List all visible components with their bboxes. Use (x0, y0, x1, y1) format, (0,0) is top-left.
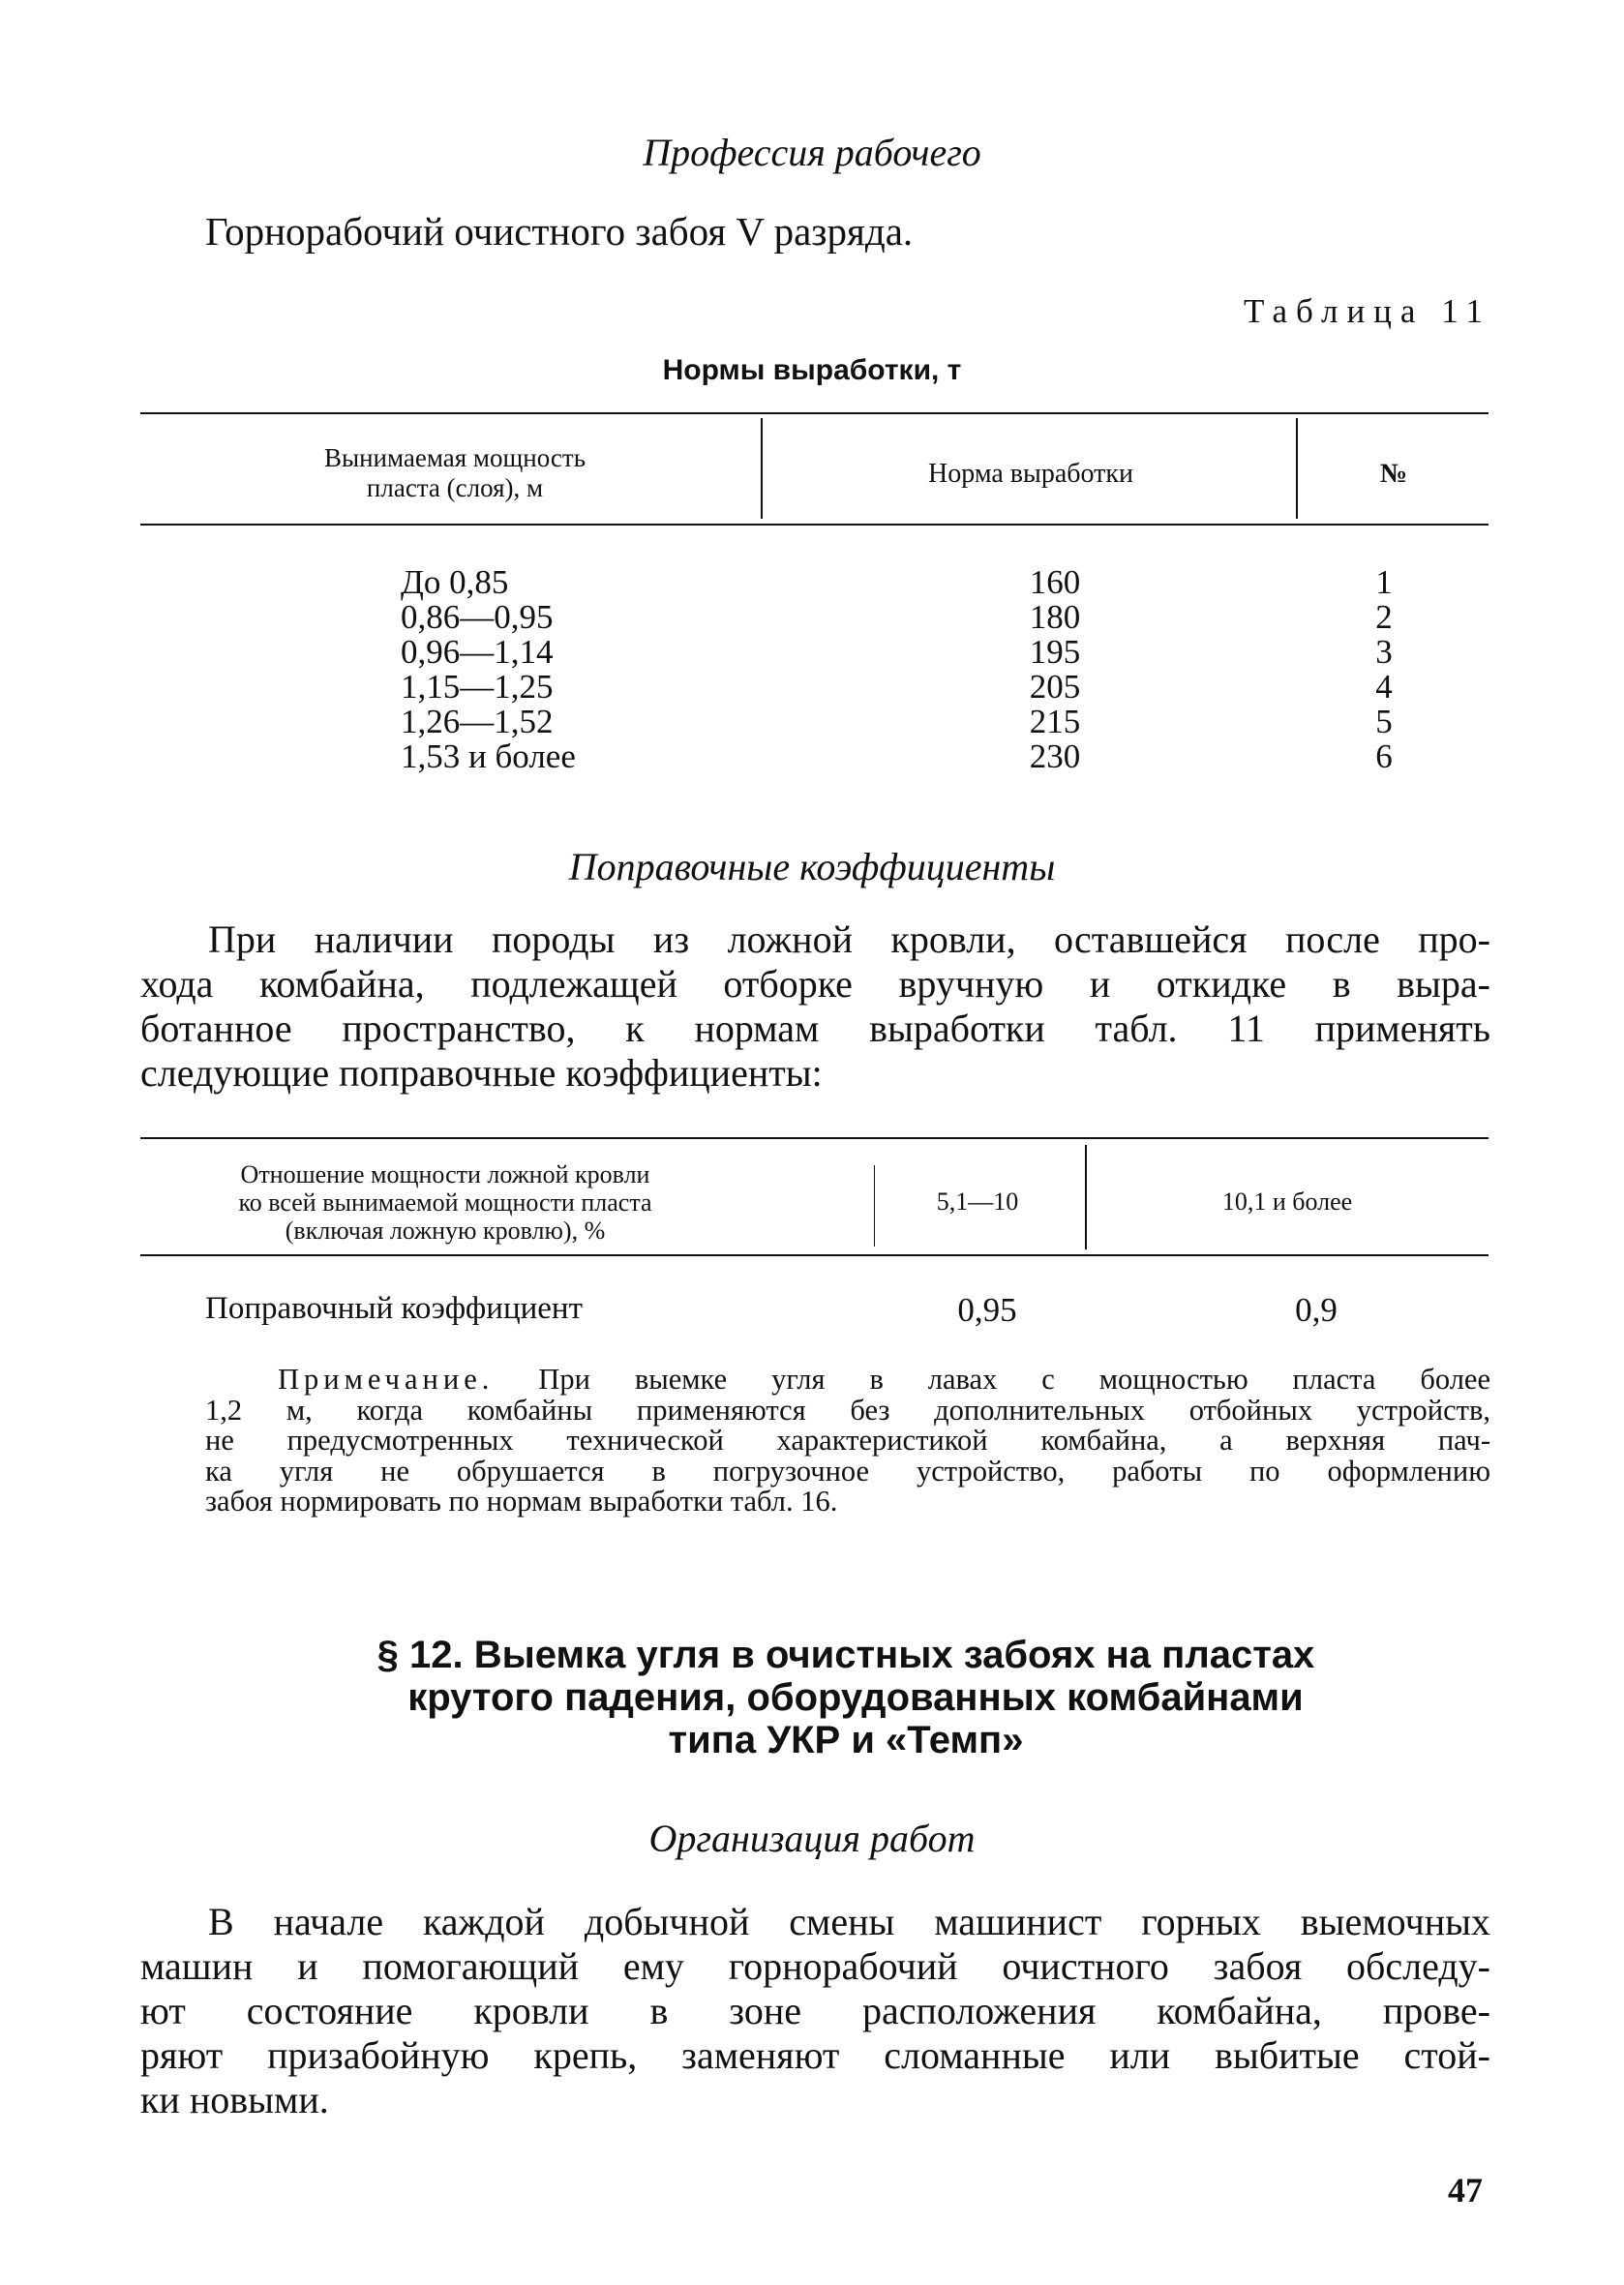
table-label: Таблица 11 (1244, 292, 1491, 330)
table-row: 0,86—0,95 (401, 598, 554, 636)
coef-col-header-1: 5,1—10 (936, 1188, 1019, 1216)
col-header-no: № (1379, 459, 1408, 489)
table-row: 0,96—1,14 (401, 633, 554, 671)
coef-value-1: 0,95 (957, 1291, 1017, 1329)
table-cell: 6 (1375, 737, 1393, 775)
table-cell: 230 (1029, 737, 1081, 775)
coef-table-top-rule (140, 1137, 1489, 1139)
table-cell: 205 (1029, 668, 1081, 706)
table-col-divider (1296, 418, 1298, 519)
table-cell: 180 (1029, 598, 1081, 636)
table-top-rule (140, 412, 1489, 414)
table-cell: 4 (1375, 668, 1393, 706)
table-row: 1,26—1,52 (401, 703, 554, 740)
table-header-rule (140, 524, 1489, 526)
col-header-norm: Норма выработки (928, 459, 1133, 489)
coef-table-col-divider (874, 1165, 875, 1247)
table-cell: 215 (1029, 703, 1081, 740)
worker-section-heading: Профессия рабочего (643, 131, 981, 174)
coef-heading: Поправочные коэффициенты (568, 845, 1056, 888)
note-label: Примечание. (278, 1363, 495, 1396)
table-cell: 160 (1029, 563, 1081, 601)
table-caption: Нормы выработки, т (662, 354, 962, 386)
coef-value-2: 0,9 (1295, 1291, 1338, 1329)
org-heading: Организация работ (648, 1817, 976, 1860)
table-cell: 2 (1375, 598, 1393, 636)
col-no (1355, 565, 1413, 774)
table-row: До 0,85 (401, 563, 509, 601)
coef-table-header-rule (140, 1254, 1489, 1256)
table-cell: 195 (1029, 633, 1081, 671)
table-cell: 1 (1375, 563, 1393, 601)
table-cell: 5 (1375, 703, 1393, 740)
note: Примечание. При выемке угля в лавах с мощностью пласта более 1,2 м, когда комбайны применяются без дополнительных отбойных устройств, не предусмотренных технической характеристикой комбайна, а верхняя пач- ка угля не обрушается в погрузочное устройство, работы по оформлению забоя нормировать по нормам выработки табл. 16. (205, 1363, 1490, 1518)
table-cell: 3 (1375, 633, 1393, 671)
worker-text: Горнорабочий очистного забоя V разряда. (205, 209, 914, 254)
coef-col-header-ratio: Отношение мощности ложной кровли ко всей вынимаемой мощности пласта (включая ложную кровлю), % (238, 1160, 652, 1245)
col-header-thickness: Вынимаемая мощность пласта (слоя), м (323, 443, 586, 503)
table-col-divider (761, 418, 763, 519)
coef-col-header-2: 10,1 и более (1221, 1188, 1353, 1216)
org-paragraph: В начале каждой добычной смены машинист горных выемочных машин и помогающий ему горнорабочий очистного забоя обследу- ют состояние кровли в зоне расположения комбайна, прове- ряют призабойную крепь, заменяют сломанные или выбитые стой- ки новыми. (140, 1900, 1490, 2121)
section-12-heading: § 12. Выемка угля в очистных забоях на пластах крутого падения, оборудованных комбайнами типа УКР и «Темп» (376, 1634, 1315, 1761)
coef-table-col-divider (1085, 1145, 1087, 1249)
table-row: 1,53 и более (401, 737, 576, 775)
page-number: 47 (1448, 2171, 1483, 2210)
table-row: 1,15—1,25 (401, 668, 554, 706)
coef-paragraph: При наличии породы из ложной кровли, оставшейся после про- хода комбайна, подлежащей отборке вручную и откидке в выра- ботанное пространство, к нормам выработки табл. 11 применять следующие поправочные коэффициенты: (140, 917, 1490, 1095)
col-norm (997, 565, 1113, 774)
coef-row-label: Поправочный коэффициент (205, 1291, 583, 1326)
col-thickness (401, 565, 652, 774)
